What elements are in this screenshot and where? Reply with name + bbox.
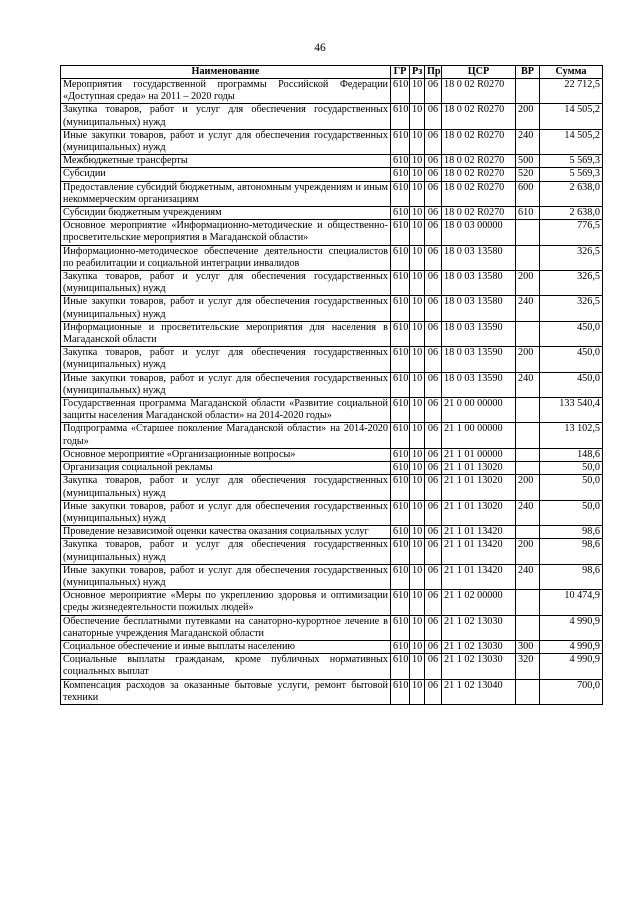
cell-csr: 18 0 02 R0270: [442, 181, 516, 206]
table-body: [61, 79, 603, 705]
cell-rz: 10: [410, 220, 425, 245]
cell-vr: 300: [516, 640, 540, 653]
cell-vr: 240: [516, 296, 540, 321]
cell-gr: 610: [391, 462, 410, 475]
table-row: [61, 207, 603, 220]
cell-sum: 50,0: [540, 462, 603, 475]
cell-csr: 18 0 02 R0270: [442, 207, 516, 220]
cell-csr: 21 1 01 13420: [442, 526, 516, 539]
cell-rz: 10: [410, 654, 425, 679]
cell-name: Иные закупки товаров, работ и услуг для обеспечения государственных (муниципальных) нужд: [61, 564, 391, 589]
cell-pr: 06: [425, 372, 442, 397]
cell-vr: [516, 526, 540, 539]
cell-rz: 10: [410, 398, 425, 423]
cell-sum: 2 638,0: [540, 181, 603, 206]
cell-csr: 21 1 01 13420: [442, 539, 516, 564]
cell-sum: 4 990,9: [540, 615, 603, 640]
table-row: [61, 526, 603, 539]
cell-pr: 06: [425, 168, 442, 181]
cell-sum: 776,5: [540, 220, 603, 245]
cell-gr: 610: [391, 475, 410, 500]
cell-name: Межбюджетные трансферты: [61, 155, 391, 168]
cell-gr: 610: [391, 679, 410, 704]
table-row: [61, 220, 603, 245]
cell-vr: 240: [516, 372, 540, 397]
cell-csr: 18 0 03 13580: [442, 271, 516, 296]
cell-pr: 06: [425, 79, 442, 104]
cell-rz: 10: [410, 475, 425, 500]
cell-csr: 21 1 02 00000: [442, 590, 516, 615]
cell-gr: 610: [391, 526, 410, 539]
cell-sum: 14 505,2: [540, 104, 603, 129]
cell-rz: 10: [410, 181, 425, 206]
cell-name: Мероприятия государственной программы Российской Федерации «Доступная среда» на 2011 – 2020 годы: [61, 79, 391, 104]
cell-rz: 10: [410, 129, 425, 154]
cell-vr: 200: [516, 104, 540, 129]
cell-gr: 610: [391, 654, 410, 679]
cell-name: Организация социальной рекламы: [61, 462, 391, 475]
cell-pr: 06: [425, 615, 442, 640]
cell-pr: 06: [425, 526, 442, 539]
budget-table: [60, 65, 603, 705]
cell-csr: 18 0 03 13590: [442, 347, 516, 372]
cell-vr: 520: [516, 168, 540, 181]
table-header-row: [61, 66, 603, 79]
table-row: [61, 168, 603, 181]
cell-gr: 610: [391, 398, 410, 423]
cell-pr: 06: [425, 564, 442, 589]
cell-vr: 500: [516, 155, 540, 168]
cell-vr: 240: [516, 564, 540, 589]
cell-vr: [516, 448, 540, 461]
cell-rz: 10: [410, 615, 425, 640]
cell-csr: 21 1 02 13040: [442, 679, 516, 704]
cell-rz: 10: [410, 462, 425, 475]
cell-sum: 133 540,4: [540, 398, 603, 423]
cell-gr: 610: [391, 155, 410, 168]
cell-pr: 06: [425, 423, 442, 448]
cell-rz: 10: [410, 79, 425, 104]
cell-pr: 06: [425, 321, 442, 346]
cell-vr: [516, 590, 540, 615]
cell-name: Закупка товаров, работ и услуг для обеспечения государственных (муниципальных) нужд: [61, 539, 391, 564]
cell-csr: 21 1 01 00000: [442, 448, 516, 461]
cell-csr: 21 1 01 13020: [442, 462, 516, 475]
cell-csr: 18 0 03 13580: [442, 296, 516, 321]
cell-sum: 98,6: [540, 564, 603, 589]
cell-sum: 700,0: [540, 679, 603, 704]
cell-rz: 10: [410, 448, 425, 461]
table-row: [61, 615, 603, 640]
cell-sum: 4 990,9: [540, 640, 603, 653]
table-row: [61, 475, 603, 500]
cell-rz: 10: [410, 679, 425, 704]
cell-vr: 600: [516, 181, 540, 206]
cell-vr: 240: [516, 500, 540, 525]
cell-rz: 10: [410, 372, 425, 397]
table-row: [61, 296, 603, 321]
cell-name: Закупка товаров, работ и услуг для обеспечения государственных (муниципальных) нужд: [61, 104, 391, 129]
cell-vr: [516, 321, 540, 346]
cell-csr: 21 1 02 13030: [442, 615, 516, 640]
table-row: [61, 462, 603, 475]
cell-gr: 610: [391, 347, 410, 372]
cell-rz: 10: [410, 321, 425, 346]
cell-gr: 610: [391, 207, 410, 220]
cell-rz: 10: [410, 539, 425, 564]
cell-pr: 06: [425, 448, 442, 461]
cell-vr: 240: [516, 129, 540, 154]
cell-gr: 610: [391, 321, 410, 346]
cell-name: Основное мероприятие «Информационно-методические и общественно-просветительские мероприятия в Магаданской области»: [61, 220, 391, 245]
cell-pr: 06: [425, 271, 442, 296]
cell-rz: 10: [410, 168, 425, 181]
cell-pr: 06: [425, 245, 442, 270]
cell-name: Государственная программа Магаданской области «Развитие социальной защиты населения Магаданской области» на 2014-2020 годы»: [61, 398, 391, 423]
cell-pr: 06: [425, 347, 442, 372]
cell-vr: 200: [516, 475, 540, 500]
table-row: [61, 448, 603, 461]
cell-csr: 18 0 02 R0270: [442, 129, 516, 154]
cell-sum: 10 474,9: [540, 590, 603, 615]
cell-vr: [516, 679, 540, 704]
cell-csr: 21 1 00 00000: [442, 423, 516, 448]
table-row: [61, 398, 603, 423]
cell-csr: 18 0 02 R0270: [442, 168, 516, 181]
cell-name: Социальное обеспечение и иные выплаты населению: [61, 640, 391, 653]
cell-csr: 18 0 03 13590: [442, 321, 516, 346]
cell-csr: 18 0 03 13590: [442, 372, 516, 397]
cell-pr: 06: [425, 679, 442, 704]
table-row: [61, 539, 603, 564]
cell-csr: 18 0 02 R0270: [442, 79, 516, 104]
cell-pr: 06: [425, 475, 442, 500]
cell-pr: 06: [425, 462, 442, 475]
cell-gr: 610: [391, 448, 410, 461]
cell-gr: 610: [391, 615, 410, 640]
header-name: Наименование: [61, 66, 391, 79]
table-row: [61, 679, 603, 704]
cell-name: Подпрограмма «Старшее поколение Магаданской области» на 2014-2020 годы»: [61, 423, 391, 448]
cell-csr: 18 0 03 13580: [442, 245, 516, 270]
cell-vr: [516, 79, 540, 104]
cell-sum: 450,0: [540, 347, 603, 372]
cell-pr: 06: [425, 155, 442, 168]
table-row: [61, 564, 603, 589]
cell-name: Основное мероприятие «Меры по укреплению здоровья и оптимизации среды жизнедеятельности пожилых людей»: [61, 590, 391, 615]
cell-vr: 200: [516, 271, 540, 296]
cell-rz: 10: [410, 245, 425, 270]
page-number: 46: [314, 42, 326, 54]
cell-pr: 06: [425, 104, 442, 129]
cell-pr: 06: [425, 181, 442, 206]
cell-pr: 06: [425, 590, 442, 615]
table-row: [61, 640, 603, 653]
cell-csr: 21 1 01 13020: [442, 500, 516, 525]
cell-csr: 18 0 02 R0270: [442, 104, 516, 129]
cell-gr: 610: [391, 500, 410, 525]
table-row: [61, 104, 603, 129]
cell-name: Иные закупки товаров, работ и услуг для обеспечения государственных (муниципальных) нужд: [61, 500, 391, 525]
header-gr: ГР: [391, 66, 410, 79]
cell-pr: 06: [425, 500, 442, 525]
table-row: [61, 245, 603, 270]
cell-rz: 10: [410, 207, 425, 220]
cell-name: Обеспечение бесплатными путевками на санаторно-курортное лечение в санаторные учреждения Магаданской области: [61, 615, 391, 640]
cell-name: Иные закупки товаров, работ и услуг для обеспечения государственных (муниципальных) нужд: [61, 129, 391, 154]
cell-gr: 610: [391, 590, 410, 615]
cell-name: Закупка товаров, работ и услуг для обеспечения государственных (муниципальных) нужд: [61, 347, 391, 372]
table-row: [61, 654, 603, 679]
cell-gr: 610: [391, 564, 410, 589]
cell-vr: [516, 462, 540, 475]
cell-name: Компенсация расходов за оказанные бытовые услуги, ремонт бытовой техники: [61, 679, 391, 704]
cell-sum: 326,5: [540, 296, 603, 321]
cell-vr: [516, 220, 540, 245]
cell-pr: 06: [425, 640, 442, 653]
table-row: [61, 79, 603, 104]
cell-csr: 18 0 02 R0270: [442, 155, 516, 168]
header-vr: ВР: [516, 66, 540, 79]
cell-sum: 98,6: [540, 526, 603, 539]
cell-csr: 21 0 00 00000: [442, 398, 516, 423]
cell-sum: 5 569,3: [540, 168, 603, 181]
table-row: [61, 321, 603, 346]
table-row: [61, 129, 603, 154]
cell-rz: 10: [410, 640, 425, 653]
cell-name: Проведение независимой оценки качества оказания социальных услуг: [61, 526, 391, 539]
cell-sum: 450,0: [540, 321, 603, 346]
cell-vr: [516, 245, 540, 270]
cell-gr: 610: [391, 271, 410, 296]
cell-pr: 06: [425, 207, 442, 220]
cell-pr: 06: [425, 398, 442, 423]
table-row: [61, 423, 603, 448]
cell-sum: 98,6: [540, 539, 603, 564]
cell-vr: [516, 398, 540, 423]
cell-name: Социальные выплаты гражданам, кроме публичных нормативных социальных выплат: [61, 654, 391, 679]
cell-sum: 2 638,0: [540, 207, 603, 220]
cell-sum: 22 712,5: [540, 79, 603, 104]
cell-sum: 326,5: [540, 245, 603, 270]
header-csr: ЦСР: [442, 66, 516, 79]
cell-name: Информационные и просветительские мероприятия для населения в Магаданской области: [61, 321, 391, 346]
cell-sum: 13 102,5: [540, 423, 603, 448]
cell-csr: 21 1 01 13020: [442, 475, 516, 500]
header-sum: Сумма: [540, 66, 603, 79]
cell-name: Основное мероприятие «Организационные вопросы»: [61, 448, 391, 461]
cell-gr: 610: [391, 79, 410, 104]
cell-csr: 21 1 01 13420: [442, 564, 516, 589]
cell-pr: 06: [425, 129, 442, 154]
cell-rz: 10: [410, 155, 425, 168]
table-row: [61, 181, 603, 206]
cell-vr: 610: [516, 207, 540, 220]
cell-rz: 10: [410, 423, 425, 448]
cell-name: Субсидии: [61, 168, 391, 181]
cell-gr: 610: [391, 640, 410, 653]
cell-gr: 610: [391, 129, 410, 154]
header-pr: Пр: [425, 66, 442, 79]
cell-sum: 148,6: [540, 448, 603, 461]
cell-rz: 10: [410, 526, 425, 539]
cell-vr: [516, 615, 540, 640]
cell-sum: 50,0: [540, 500, 603, 525]
cell-sum: 14 505,2: [540, 129, 603, 154]
cell-name: Иные закупки товаров, работ и услуг для обеспечения государственных (муниципальных) нужд: [61, 296, 391, 321]
cell-gr: 610: [391, 168, 410, 181]
cell-sum: 326,5: [540, 271, 603, 296]
cell-vr: 200: [516, 347, 540, 372]
cell-csr: 21 1 02 13030: [442, 654, 516, 679]
cell-name: Предоставление субсидий бюджетным, автономным учреждениям и иным некоммерческим организациям: [61, 181, 391, 206]
cell-name: Иные закупки товаров, работ и услуг для обеспечения государственных (муниципальных) нужд: [61, 372, 391, 397]
cell-pr: 06: [425, 654, 442, 679]
cell-rz: 10: [410, 271, 425, 296]
table-row: [61, 347, 603, 372]
cell-gr: 610: [391, 296, 410, 321]
cell-gr: 610: [391, 181, 410, 206]
table-row: [61, 590, 603, 615]
cell-vr: [516, 423, 540, 448]
cell-rz: 10: [410, 296, 425, 321]
cell-pr: 06: [425, 539, 442, 564]
cell-sum: 4 990,9: [540, 654, 603, 679]
cell-sum: 5 569,3: [540, 155, 603, 168]
cell-gr: 610: [391, 104, 410, 129]
table-row: [61, 500, 603, 525]
cell-gr: 610: [391, 220, 410, 245]
cell-name: Информационно-методическое обеспечение деятельности специалистов по реабилитации и социальной интеграции инвалидов: [61, 245, 391, 270]
cell-rz: 10: [410, 564, 425, 589]
cell-rz: 10: [410, 500, 425, 525]
cell-gr: 610: [391, 245, 410, 270]
cell-vr: 320: [516, 654, 540, 679]
cell-sum: 50,0: [540, 475, 603, 500]
cell-gr: 610: [391, 423, 410, 448]
header-rz: Рз: [410, 66, 425, 79]
table-row: [61, 372, 603, 397]
cell-csr: 18 0 03 00000: [442, 220, 516, 245]
cell-sum: 450,0: [540, 372, 603, 397]
cell-vr: 200: [516, 539, 540, 564]
table-row: [61, 271, 603, 296]
cell-csr: 21 1 02 13030: [442, 640, 516, 653]
cell-name: Закупка товаров, работ и услуг для обеспечения государственных (муниципальных) нужд: [61, 271, 391, 296]
cell-gr: 610: [391, 372, 410, 397]
table-row: [61, 155, 603, 168]
cell-rz: 10: [410, 104, 425, 129]
cell-pr: 06: [425, 296, 442, 321]
cell-name: Закупка товаров, работ и услуг для обеспечения государственных (муниципальных) нужд: [61, 475, 391, 500]
cell-pr: 06: [425, 220, 442, 245]
cell-name: Субсидии бюджетным учреждениям: [61, 207, 391, 220]
cell-rz: 10: [410, 347, 425, 372]
cell-rz: 10: [410, 590, 425, 615]
cell-gr: 610: [391, 539, 410, 564]
